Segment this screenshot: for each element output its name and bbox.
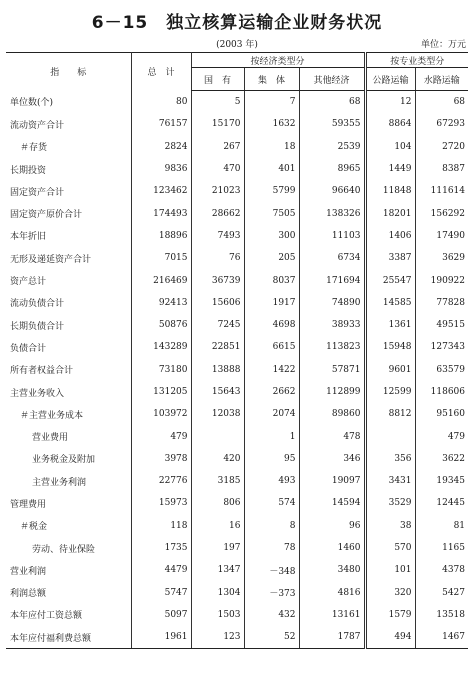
cell-water: 95160 <box>415 403 468 425</box>
row-label: 本年应付福利费总额 <box>6 626 131 649</box>
cell-water: 68 <box>415 91 468 114</box>
cell-other-econ: 38933 <box>299 314 365 336</box>
table-row <box>6 314 468 336</box>
cell-water: 77828 <box>415 292 468 314</box>
table-row <box>6 425 468 447</box>
cell-water: 479 <box>415 425 468 447</box>
cell-road: 104 <box>365 136 415 158</box>
cell-water: 3622 <box>415 448 468 470</box>
row-label: 主营业务收入 <box>10 388 65 399</box>
cell-state: 420 <box>191 448 244 470</box>
table-row <box>6 247 468 269</box>
cell-state: 267 <box>191 136 244 158</box>
cell-state: 1347 <box>191 559 244 581</box>
table-row <box>6 180 468 202</box>
cell-state: 16 <box>191 515 244 537</box>
cell-other-econ: 11103 <box>299 225 365 247</box>
cell-road: 356 <box>365 448 415 470</box>
cell-collective: 1632 <box>244 113 299 135</box>
row-label: 所有者权益合计 <box>10 366 74 377</box>
cell-collective: 5799 <box>244 180 299 202</box>
cell-road: 3529 <box>365 492 415 514</box>
cell-road: 38 <box>365 515 415 537</box>
row-label: 无形及递延资产合计 <box>10 254 92 265</box>
cell-state: 197 <box>191 537 244 559</box>
cell-total: 18896 <box>131 225 191 247</box>
cell-other-econ: 89860 <box>299 403 365 425</box>
header-econ-group: 按经济类型分 <box>191 53 365 68</box>
cell-total: 73180 <box>131 359 191 381</box>
table-subtitle: (2003 年) <box>216 40 258 50</box>
cell-state: 806 <box>191 492 244 514</box>
cell-state: 22851 <box>191 336 244 358</box>
table-row <box>6 403 468 425</box>
row-label: 资产总计 <box>10 277 47 288</box>
cell-other-econ: 346 <box>299 448 365 470</box>
cell-collective: 8037 <box>244 269 299 291</box>
cell-road: 3431 <box>365 470 415 492</box>
cell-collective: －373 <box>244 582 299 604</box>
table-row <box>6 113 468 135</box>
cell-water: 63579 <box>415 359 468 381</box>
cell-collective: 493 <box>244 470 299 492</box>
cell-total: 9836 <box>131 158 191 180</box>
cell-water: 12445 <box>415 492 468 514</box>
cell-total: 92413 <box>131 292 191 314</box>
cell-total: 5747 <box>131 582 191 604</box>
cell-total: 1961 <box>131 626 191 649</box>
cell-total: 1735 <box>131 537 191 559</box>
row-label: 营业费用 <box>32 433 69 444</box>
cell-collective: 401 <box>244 158 299 180</box>
cell-other-econ: 96 <box>299 515 365 537</box>
cell-road: 3387 <box>365 247 415 269</box>
table-row <box>6 604 468 626</box>
table-row <box>6 537 468 559</box>
cell-water: 118606 <box>415 381 468 403</box>
cell-state: 76 <box>191 247 244 269</box>
cell-road: 18201 <box>365 202 415 224</box>
cell-road: 12 <box>365 91 415 114</box>
row-label: 本年应付工资总额 <box>10 611 83 622</box>
cell-other-econ: 3480 <box>299 559 365 581</box>
cell-collective: 1917 <box>244 292 299 314</box>
cell-water: 2720 <box>415 136 468 158</box>
cell-water: 5427 <box>415 582 468 604</box>
cell-state: 28662 <box>191 202 244 224</box>
cell-collective: 574 <box>244 492 299 514</box>
header-prof-group: 按专业类型分 <box>365 53 468 68</box>
row-label: 固定资产原价合计 <box>10 210 83 221</box>
cell-water: 1165 <box>415 537 468 559</box>
cell-road: 570 <box>365 537 415 559</box>
cell-state: 12038 <box>191 403 244 425</box>
cell-collective: 300 <box>244 225 299 247</box>
row-label: 单位数(个) <box>10 98 54 109</box>
cell-state <box>191 425 244 447</box>
table-row <box>6 136 468 158</box>
cell-collective: 7505 <box>244 202 299 224</box>
cell-total: 15973 <box>131 492 191 514</box>
cell-state: 15606 <box>191 292 244 314</box>
cell-other-econ: 6734 <box>299 247 365 269</box>
cell-water: 190922 <box>415 269 468 291</box>
cell-collective: 432 <box>244 604 299 626</box>
cell-road: 1361 <box>365 314 415 336</box>
header-state: 国 有 <box>191 68 244 91</box>
table-row <box>6 559 468 581</box>
cell-road: 8864 <box>365 113 415 135</box>
cell-road: 320 <box>365 582 415 604</box>
row-label: ＃存货 <box>20 143 48 154</box>
cell-collective: 2662 <box>244 381 299 403</box>
cell-total: 22776 <box>131 470 191 492</box>
row-label: 流动负债合计 <box>10 299 65 310</box>
cell-collective: 4698 <box>244 314 299 336</box>
row-label: 劳动、待业保险 <box>32 544 96 555</box>
table-row <box>6 336 468 358</box>
cell-water: 127343 <box>415 336 468 358</box>
cell-total: 143289 <box>131 336 191 358</box>
table-row <box>6 448 468 470</box>
header-water: 水路运输 <box>415 68 468 91</box>
cell-other-econ: 57871 <box>299 359 365 381</box>
cell-collective: 6615 <box>244 336 299 358</box>
cell-other-econ: 478 <box>299 425 365 447</box>
cell-collective: 205 <box>244 247 299 269</box>
row-label: ＃税金 <box>20 522 48 533</box>
cell-road: 1449 <box>365 158 415 180</box>
cell-state: 15643 <box>191 381 244 403</box>
unit-note: 单位：万元 <box>420 40 466 50</box>
cell-water: 17490 <box>415 225 468 247</box>
cell-state: 13888 <box>191 359 244 381</box>
cell-state: 470 <box>191 158 244 180</box>
cell-collective: 95 <box>244 448 299 470</box>
table-row <box>6 582 468 604</box>
row-label: 长期投资 <box>10 165 47 176</box>
cell-water: 156292 <box>415 202 468 224</box>
cell-water: 67293 <box>415 113 468 135</box>
table-row <box>6 515 468 537</box>
cell-water: 8387 <box>415 158 468 180</box>
table-row <box>6 91 468 114</box>
cell-state: 3185 <box>191 470 244 492</box>
header-road: 公路运输 <box>365 68 415 91</box>
cell-state: 123 <box>191 626 244 649</box>
table-header <box>6 53 468 91</box>
cell-road: 11848 <box>365 180 415 202</box>
cell-total: 174493 <box>131 202 191 224</box>
cell-total: 7015 <box>131 247 191 269</box>
cell-collective: 52 <box>244 626 299 649</box>
cell-other-econ: 13161 <box>299 604 365 626</box>
cell-road: 1406 <box>365 225 415 247</box>
cell-total: 131205 <box>131 381 191 403</box>
cell-state: 7493 <box>191 225 244 247</box>
cell-other-econ: 138326 <box>299 202 365 224</box>
cell-collective: 78 <box>244 537 299 559</box>
header-collective: 集 体 <box>244 68 299 91</box>
table-row <box>6 492 468 514</box>
cell-state: 1304 <box>191 582 244 604</box>
row-label: 管理费用 <box>10 499 47 510</box>
cell-collective: 1422 <box>244 359 299 381</box>
row-label: 主营业务利润 <box>32 477 87 488</box>
finance-table <box>6 52 468 649</box>
cell-total: 76157 <box>131 113 191 135</box>
cell-other-econ: 8965 <box>299 158 365 180</box>
cell-water: 19345 <box>415 470 468 492</box>
cell-total: 5097 <box>131 604 191 626</box>
cell-total: 479 <box>131 425 191 447</box>
cell-road: 15948 <box>365 336 415 358</box>
header-other-econ: 其他经济 <box>299 68 365 91</box>
cell-total: 3978 <box>131 448 191 470</box>
cell-water: 4378 <box>415 559 468 581</box>
cell-road: 1579 <box>365 604 415 626</box>
cell-state: 15170 <box>191 113 244 135</box>
cell-total: 123462 <box>131 180 191 202</box>
cell-other-econ: 74890 <box>299 292 365 314</box>
cell-water: 1467 <box>415 626 468 649</box>
cell-total: 80 <box>131 91 191 114</box>
cell-other-econ: 68 <box>299 91 365 114</box>
row-label: 负债合计 <box>10 343 47 354</box>
cell-other-econ: 2539 <box>299 136 365 158</box>
cell-road: 9601 <box>365 359 415 381</box>
cell-collective: 2074 <box>244 403 299 425</box>
cell-other-econ: 1787 <box>299 626 365 649</box>
cell-water: 3629 <box>415 247 468 269</box>
cell-collective: 1 <box>244 425 299 447</box>
cell-total: 2824 <box>131 136 191 158</box>
cell-road: 8812 <box>365 403 415 425</box>
table-row <box>6 158 468 180</box>
cell-road: 101 <box>365 559 415 581</box>
row-label: 营业利润 <box>10 566 47 577</box>
row-label: 利润总额 <box>10 589 47 600</box>
cell-collective: －348 <box>244 559 299 581</box>
cell-state: 1503 <box>191 604 244 626</box>
cell-state: 5 <box>191 91 244 114</box>
cell-state: 7245 <box>191 314 244 336</box>
row-label: 流动资产合计 <box>10 120 65 131</box>
table-row <box>6 359 468 381</box>
cell-water: 49515 <box>415 314 468 336</box>
row-label: ＃主营业务成本 <box>20 410 84 421</box>
cell-collective: 18 <box>244 136 299 158</box>
cell-water: 13518 <box>415 604 468 626</box>
cell-other-econ: 113823 <box>299 336 365 358</box>
cell-road: 25547 <box>365 269 415 291</box>
row-label: 长期负债合计 <box>10 321 65 332</box>
cell-road: 494 <box>365 626 415 649</box>
cell-state: 21023 <box>191 180 244 202</box>
cell-water: 111614 <box>415 180 468 202</box>
table-title: 6－15 独立核算运输企业财务状况 <box>91 13 383 33</box>
table-row <box>6 470 468 492</box>
cell-road: 12599 <box>365 381 415 403</box>
cell-state: 36739 <box>191 269 244 291</box>
cell-other-econ: 14594 <box>299 492 365 514</box>
table-row <box>6 225 468 247</box>
cell-road: 14585 <box>365 292 415 314</box>
table-row <box>6 202 468 224</box>
row-label: 本年折旧 <box>10 232 47 243</box>
cell-other-econ: 171694 <box>299 269 365 291</box>
cell-collective: 8 <box>244 515 299 537</box>
cell-other-econ: 1460 <box>299 537 365 559</box>
cell-total: 50876 <box>131 314 191 336</box>
table-row <box>6 626 468 649</box>
cell-other-econ: 4816 <box>299 582 365 604</box>
cell-total: 4479 <box>131 559 191 581</box>
cell-water: 81 <box>415 515 468 537</box>
header-total: 总 计 <box>131 53 191 91</box>
row-label: 业务税金及附加 <box>32 455 96 466</box>
cell-other-econ: 19097 <box>299 470 365 492</box>
table-row <box>6 292 468 314</box>
row-label: 固定资产合计 <box>10 187 65 198</box>
table-row <box>6 269 468 291</box>
cell-other-econ: 59355 <box>299 113 365 135</box>
cell-road <box>365 425 415 447</box>
cell-total: 118 <box>131 515 191 537</box>
table-row <box>6 381 468 403</box>
cell-other-econ: 112899 <box>299 381 365 403</box>
cell-total: 103972 <box>131 403 191 425</box>
header-indicator: 指 标 <box>50 68 87 79</box>
cell-other-econ: 96640 <box>299 180 365 202</box>
cell-collective: 7 <box>244 91 299 114</box>
cell-total: 216469 <box>131 269 191 291</box>
table-body <box>6 91 468 649</box>
